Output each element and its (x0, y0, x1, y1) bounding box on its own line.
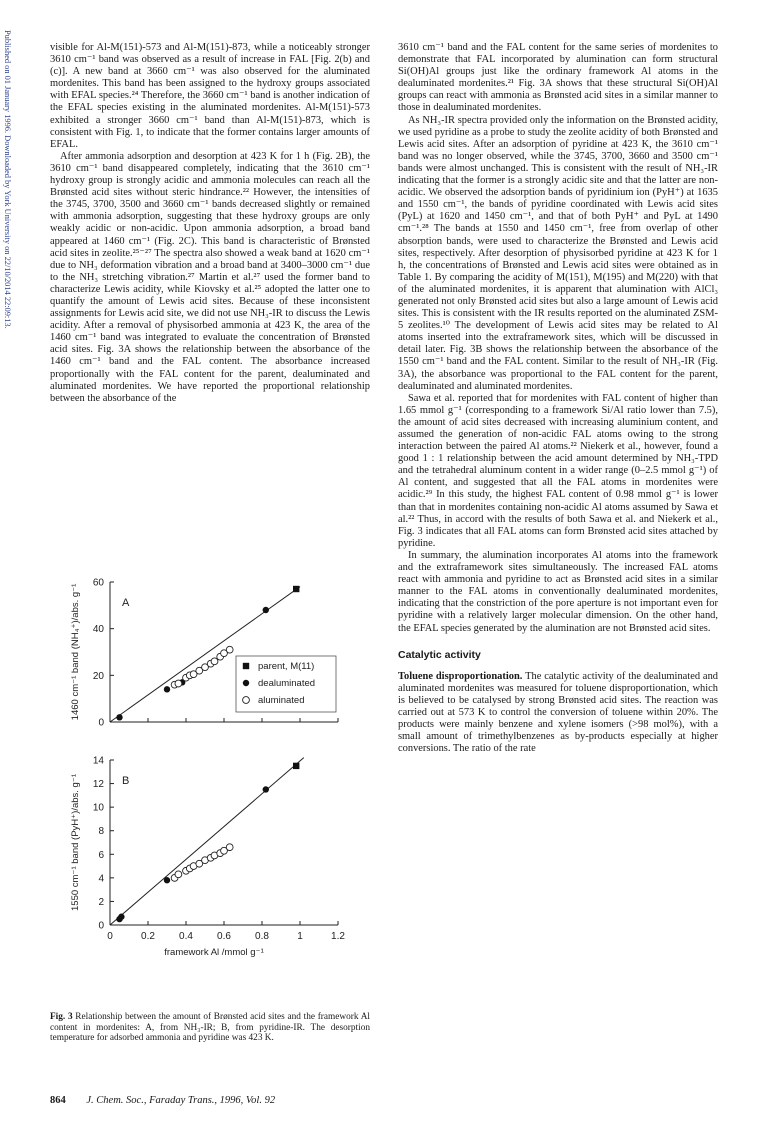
data-point-open-circle (226, 844, 233, 851)
data-point-open-circle (226, 646, 233, 653)
legend-label: dealuminated (258, 678, 316, 689)
page-footer (50, 1095, 370, 1106)
paragraph: After ammonia adsorption and desorption at 423 K for 1 h (Fig. 2B), the 3610 cm⁻¹ band disappeared completely, indicating that the 3610 cm⁻¹ hydroxy group is strongly acidic and ammonia molecules can reach all the Brønsted acid sites without steric hindrance.²² However, the intensities of the 3745, 3700, 3500 and 3660 cm⁻¹ bands decreased slightly or remained with ammonia adsorption, suggesting that these hydroxy groups are only weakly acidic or non-acidic. Upon ammonia adsorption, a broad band appeared at 1460 cm⁻¹ (Fig. 2C). This band is characteristic of Brønsted acid sites in zeolite.²⁵⁻²⁷ The spectra also showed a weak band at 1620 cm⁻¹ due to NH₃ deformation vibration and a broad band at 3400–3000 cm⁻¹ due to the NH₃ stretching vibration.²⁷ Martin et al.²⁷ used the former band to characterize Lewis acidity, while Kiovsky et al.²⁵ adopted the latter one to quantify the amount of Lewis acid sites. Because of these inconsistent assignments for Lewis acid site, we did not use NH₃-IR to discuss the Lewis acidity. After a removal of physisorbed ammonia at 423 K, the area of the 1460 cm⁻¹ band was integrated to evaluate the concentration of Brønsted acid sites. Fig. 3A shows the relationship between the absorbance of the 1460 cm⁻¹ band and the FAL content. The absorbance increased proportionally with the FAL content for the parent, dealuminated and aluminated mordenites. We have reported the proportional relationship between the absorbance of the (50, 150, 370, 404)
panel-b (70, 756, 345, 959)
data-point-filled-circle (118, 914, 124, 920)
right-text-column (398, 42, 718, 755)
page-number: 864 (50, 1095, 66, 1106)
section-heading: Catalytic activity (398, 648, 481, 661)
y-tick-label: 2 (98, 896, 104, 908)
y-tick-label: 10 (92, 802, 104, 814)
y-tick-label: 8 (98, 826, 104, 838)
y-tick-label: 4 (98, 873, 104, 885)
x-tick-label: 0.4 (179, 931, 193, 942)
paragraph: As NH₃-IR spectra provided only the information on the Brønsted acidity, we used pyridine as a probe to study the zeolite acidity of both Brønsted and Lewis acid sites. After an adsorption of pyridine at 423 K, the 3610 cm⁻¹ band was no longer observed, while the 3745, 3700, 3660 and 3500 cm⁻¹ bands were almost unchanged. This is consistent with the result of NH₃-IR indicating that the former is a strongly acidic site and that the latter are non-acidic. We observed the adsorption bands of pyridinium ion (PyH⁺) at 1635 and 1550 cm⁻¹, the bands of pyridine coordinated with Lewis acid sites (PyL) at 1620 and 1450 cm⁻¹, and that of both PyH⁺ and PyL at 1490 cm⁻¹.²⁸ The bands at 1550 and 1450 cm⁻¹, free from overlap of other absorption bands, were used to characterize the Brønsted and Lewis acid sites, respectively. After desorption of physisorbed pyridine at 423 K for 1 h, the concentrations of Brønsted and Lewis acid sites were obtained as in Table 1. By comparing the acidity of M(151), M(195) and M(220) with that of the aluminated mordenites, it is apparent that alumination with AlCl₃ generated not only Brønsted acid sites but also a large amount of Lewis acid sites. This is consistent with the IR results reported on the aluminated ZSM-5 zeolites.¹⁰ The development of Lewis acid sites may be related to Al atoms inserted into the extraframework sites, which will be discussed in detail later. Fig. 3B shows the relationship between the absorbance of the 1550 cm⁻¹ band and the FAL content. Similar to the result of NH₃-IR (Fig. 3A), the absorbance was proportional to the FAL content for the parent, dealuminated and aluminated mordenites. (398, 114, 718, 392)
download-watermark-text: Published on 01 January 1996. Downloaded by York University on 22/10/2014 22:09:13. (3, 30, 12, 329)
x-axis-label: framework Al /mmol g⁻¹ (164, 947, 264, 958)
x-tick-label: 0.2 (141, 931, 155, 942)
x-tick-label: 0 (107, 931, 113, 942)
data-point-filled-circle (116, 714, 122, 720)
paragraph (398, 671, 718, 756)
paragraph-body: The catalytic activity of the dealuminated and aluminated mordenites was measured for toluene disproportionation, which is believed to be catalysed by strong Brønsted acid sites. The reaction was carried out at 573 K to control the conversion of toluene within 20%. The products were mainly benzene and xylene isomers (>98 mol%), with a small amount of trimethylbenzenes as by-products especially at higher conversions. The ratio of the rate (398, 670, 719, 755)
x-tick-label: 1.2 (331, 931, 345, 942)
x-tick-label: 0.8 (255, 931, 269, 942)
figure-caption (50, 1012, 370, 1044)
y-tick-label: 12 (92, 779, 104, 791)
y-axis-label: 1550 cm⁻¹ band (PyH⁺)/abs. g⁻¹ (70, 773, 81, 912)
legend-label: parent, M(11) (258, 661, 315, 672)
data-point-square (243, 663, 249, 669)
caption-text: Relationship between the amount of Brønsted acid sites and the framework Al content in mordenites: A, from NH₃-IR; B, from pyridine-IR. The desorption temperature for adsorbed ammonia and pyridine was 423 K. (50, 1012, 370, 1044)
y-tick-label: 40 (92, 624, 104, 636)
caption-label: Fig. 3 (50, 1012, 73, 1022)
y-tick-label: 6 (98, 849, 104, 861)
panel-a (70, 578, 338, 729)
data-point-filled-circle (263, 607, 269, 613)
paragraph: In summary, the alumination incorporates Al atoms into the framework and the extraframework sites simultaneously. The increased FAL atoms react with ammonia and pyridine to act as Brønsted acid sites in a similar manner to the FAL atoms in conventionally dealuminated mordenites, indicating that the constriction of the pore aperture is not important even for pyridine with a relatively larger molecular dimension. On the other hand, the EFAL species generated by the alumination are not Brønsted acid sites. (398, 549, 718, 634)
x-tick-label: 1 (297, 931, 303, 942)
data-point-filled-circle (164, 877, 170, 883)
legend-label: aluminated (258, 695, 305, 706)
y-tick-label: 14 (92, 755, 104, 767)
data-point-filled-circle (243, 680, 249, 686)
data-point-filled-circle (164, 686, 170, 692)
paragraph: Sawa et al. reported that for mordenites with FAL content of higher than 1.65 mmol g⁻¹ (corresponding to a framework Si/Al ratio lower than 7.5), the amount of acid sites decreased with increasing aluminium content, and assumed the generation of non-acidic FAL atoms owing to the strong interaction between the paired Al atoms.²² Niekerk et al., however, found a good 1 : 1 relationship between the acid amount determined by NH₃-TPD and the tetrahedral aluminum content in a wider range (0–2.5 mmol g⁻¹) of Al content, and suggested that all the FAL atoms in mordenites were acidic.²⁹ In this study, the highest FAL content of 0.98 mmol g⁻¹ is lower than that in mordenites containing non-acidic Al atoms assumed by Sawa et al.²² Thus, in accord with the results of both Sawa et al. and Niekerk et al., Fig. 3 indicates that all FAL atoms can form Brønsted acid sites attached by pyridine. (398, 392, 718, 549)
y-tick-label: 0 (98, 717, 104, 729)
download-watermark (0, 30, 16, 850)
left-text-column (50, 42, 370, 405)
data-point-filled-circle (263, 786, 269, 792)
data-point-square (293, 586, 299, 592)
panel-label: B (122, 775, 130, 787)
y-tick-label: 60 (92, 577, 104, 589)
data-point-open-circle (243, 697, 250, 704)
data-point-open-circle (175, 871, 182, 878)
y-axis-label: 1460 cm⁻¹ band (NH₄⁺)/abs. g⁻¹ (70, 583, 81, 721)
journal-citation: J. Chem. Soc., Faraday Trans., 1996, Vol. 92 (86, 1095, 276, 1106)
figure-3-plot (60, 570, 380, 1010)
x-tick-label: 0.6 (217, 931, 231, 942)
y-tick-label: 0 (98, 920, 104, 932)
y-tick-label: 20 (92, 670, 104, 682)
fit-line (110, 758, 304, 925)
paragraph: 3610 cm⁻¹ band and the FAL content for the same series of mordenites to demonstrate that FAL incorporated by alumination can form structural Si(OH)Al groups just like the ordinary framework Al atoms in the dealuminated mordenites.²¹ Fig. 3A shows that these structural Si(OH)Al groups can react with ammonia as Brønsted acid sites in a similar manner to those in dealuminated mordenites. (398, 42, 718, 114)
data-point-square (293, 763, 299, 769)
data-point-open-circle (175, 680, 182, 687)
paragraph: visible for Al-M(151)-573 and Al-M(151)-873, while a noticeably stronger 3610 cm⁻¹ band was observed as a result of increase in FAL [Fig. 2(b) and (c)]. A new band at 3660 cm⁻¹ was also observed for the aluminated mordenites. This band has been assigned to the hydroxy groups associated with EFAL species.²⁴ Therefore, the 3660 cm⁻¹ band is another indication of the EFAL species existing in the aluminated mordenites. Al-M(151)-573 exhibited a stronger 3660 cm⁻¹ band than Al-M(151)-873, which is consistent with Fig. 1, to indicate that the former contains larger amounts of EFAL. (50, 42, 370, 150)
figure-3 (60, 570, 380, 1010)
data-point-open-circle (211, 658, 218, 665)
run-in-heading: Toluene disproportionation. (398, 670, 523, 682)
panel-label: A (122, 597, 130, 609)
